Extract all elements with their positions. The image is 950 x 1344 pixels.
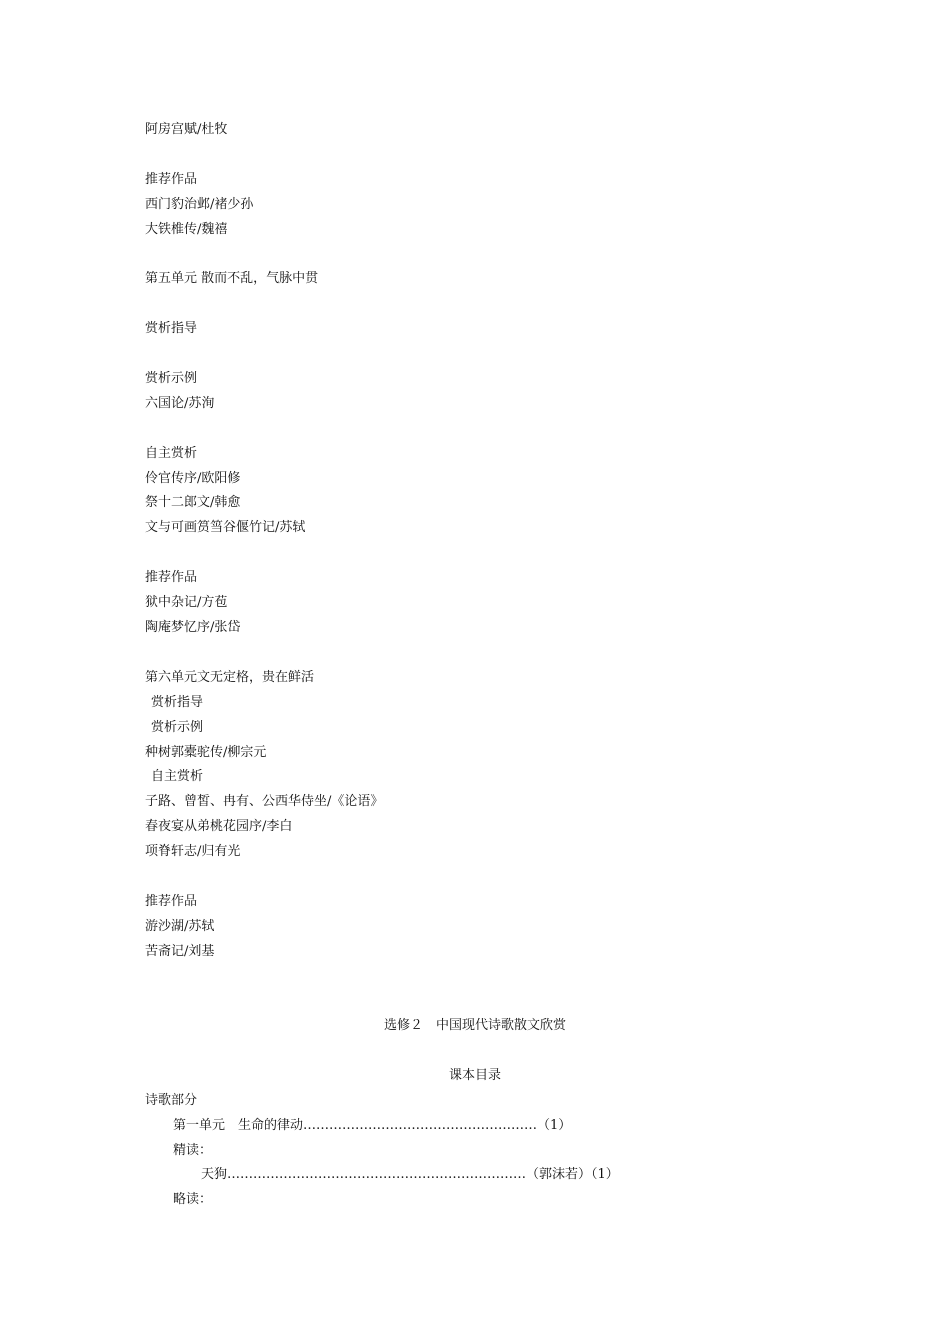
toc-entry: 春夜宴从弟桃花园序/李白 [145,819,293,834]
toc-title: 课本目录 [448,1068,501,1083]
toc-entry: 六国论/苏洵 [145,396,215,411]
toc-entry: 文与可画筼筜谷偃竹记/苏轼 [145,520,306,535]
toc-unit-entry: 第一单元 生命的律动………………………………………………（1） [173,1118,572,1133]
toc-entry: 祭十二郎文/韩愈 [145,495,241,510]
section-title: 选修２ 中国现代诗歌散文欣赏 [383,1018,566,1033]
section-heading: 自主赏析 [151,769,204,784]
toc-item-entry: 天狗……………………………………………………………（郭沫若）（1） [201,1167,619,1182]
section-heading: 推荐作品 [145,894,198,909]
toc-subheading: 略读： [173,1192,213,1207]
toc-subheading: 精读： [173,1143,213,1158]
section-heading: 推荐作品 [145,172,198,187]
section-heading: 推荐作品 [145,570,198,585]
toc-entry: 苦斋记/刘基 [145,944,215,959]
toc-entry: 西门豹治邺/褚少孙 [145,197,254,212]
toc-entry: 伶官传序/欧阳修 [145,471,241,486]
section-heading: 赏析指导 [145,321,198,336]
section-heading: 赏析指导 [151,695,204,710]
unit-heading: 第五单元 散而不乱，气脉中贯 [145,271,319,286]
section-heading: 自主赏析 [145,446,198,461]
toc-entry: 子路、曾皙、冉有、公西华侍坐/《论语》 [145,794,384,809]
unit-heading: 第六单元文无定格，贵在鲜活 [145,670,315,685]
toc-entry: 项脊轩志/归有光 [145,844,241,859]
toc-entry: 狱中杂记/方苞 [145,595,228,610]
toc-entry: 阿房宫赋/杜牧 [145,122,228,137]
section-heading: 赏析示例 [145,371,198,386]
toc-entry: 游沙湖/苏轼 [145,919,215,934]
toc-part-heading: 诗歌部分 [145,1093,198,1108]
toc-entry: 陶庵梦忆序/张岱 [145,620,241,635]
section-heading: 赏析示例 [151,720,204,735]
toc-entry: 种树郭橐驼传/柳宗元 [145,745,267,760]
toc-entry: 大铁椎传/魏禧 [145,222,228,237]
